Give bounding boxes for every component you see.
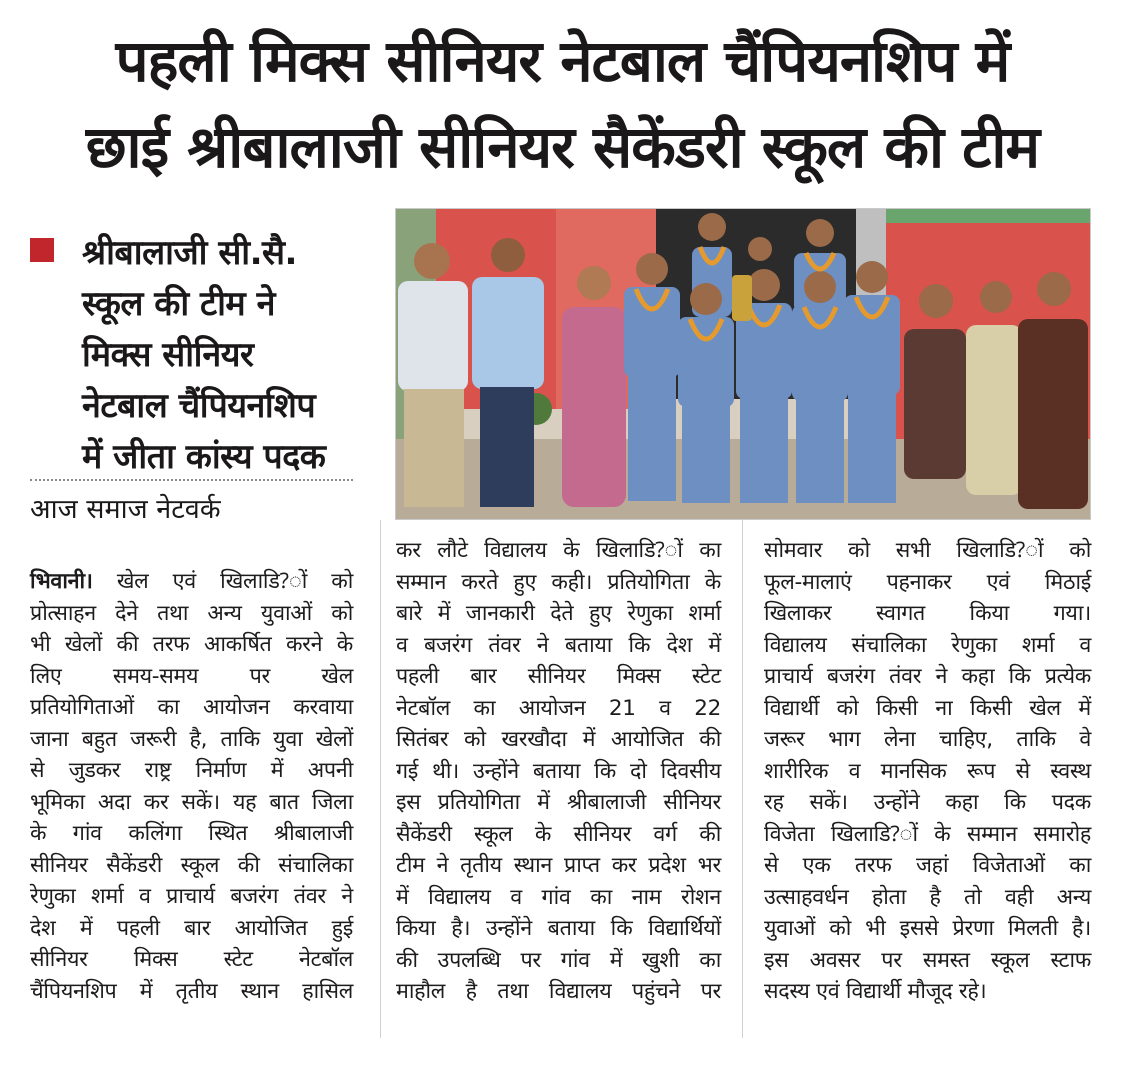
article-line: में विद्यालय व गांव का नाम रोशन bbox=[396, 884, 721, 910]
article-line: सदस्य एवं विद्यार्थी मौजूद रहे। bbox=[764, 979, 987, 1004]
article-line: चैंपियनशिप में तृतीय स्थान हासिल bbox=[30, 978, 353, 1004]
article-line: सितंबर को खरखौदा में आयोजित की bbox=[396, 727, 721, 752]
article-line bbox=[30, 566, 353, 598]
article-line: सैकेंडरी स्कूल के सीनियर वर्ग की bbox=[396, 821, 721, 847]
deck-line: में जीता कांस्य पदक bbox=[82, 437, 326, 477]
headline-line-1: पहली मिक्स सीनियर नेटबाल चैंपियनशिप में bbox=[115, 27, 1010, 95]
article-line: प्राचार्य बजरंग तंवर ने कहा कि प्रत्येक bbox=[764, 664, 1091, 689]
article-line: सीनियर सैकेंडरी स्कूल की संचालिका bbox=[30, 852, 353, 878]
article-line: भूमिका अदा कर सकें। यह बात जिला bbox=[30, 789, 353, 815]
column-rule bbox=[380, 520, 381, 1038]
article-line: गई थी। उन्होंने बताया कि दो दिवसीय bbox=[396, 758, 721, 784]
article-line: किया है। उन्होंने बताया कि विद्यार्थियों bbox=[396, 916, 721, 941]
article-line: से एक तरफ जहां विजेताओं का bbox=[764, 853, 1091, 878]
article-line: शारीरिक व मानसिक रूप से स्वस्थ bbox=[764, 758, 1091, 784]
article-line: भी खेलों की तरफ आकर्षित करने के bbox=[30, 632, 353, 657]
team-photo-illustration bbox=[396, 209, 1090, 519]
article-line: उत्साहवर्धन होता है तो वही अन्य bbox=[764, 884, 1091, 910]
article-line: खिलाकर स्वागत किया गया। bbox=[764, 601, 1091, 626]
article-line: विजेता खिलाडि?ों के सम्मान समारोह bbox=[764, 821, 1091, 847]
article-line: की उपलब्धि पर गांव में खुशी का bbox=[396, 947, 721, 973]
article-line: सीनियर मिक्स स्टेट नेटबॉल bbox=[30, 947, 353, 972]
dotted-divider bbox=[30, 479, 353, 481]
article-line: पहली बार सीनियर मिक्स स्टेट bbox=[396, 664, 721, 689]
article-line: सोमवार को सभी खिलाडि?ों को bbox=[764, 538, 1091, 563]
article-column-2 bbox=[396, 535, 721, 1008]
article-line: विद्यार्थी को किसी ना किसी खेल में bbox=[764, 695, 1091, 721]
article-line: युवाओं को भी इससे प्रेरणा मिलती है। bbox=[764, 916, 1091, 941]
headline-line-2: छाई श्रीबालाजी सीनियर सैकेंडरी स्कूल की टीम bbox=[85, 113, 1040, 181]
deck-line: नेटबाल चैंपियनशिप bbox=[82, 386, 316, 426]
deck-line: मिक्स सीनियर bbox=[82, 335, 254, 375]
article-line: विद्यालय संचालिका रेणुका शर्मा व bbox=[764, 632, 1091, 658]
article-line: लिए समय-समय पर खेल bbox=[30, 663, 353, 689]
deck-line: स्कूल की टीम ने bbox=[82, 284, 275, 324]
article-line: व बजरंग तंवर ने बताया कि देश में bbox=[396, 632, 721, 658]
deck-line: श्रीबालाजी सी.सै. bbox=[82, 233, 297, 273]
article-column-1 bbox=[30, 566, 353, 1007]
article-line: जरूर भाग लेना चाहिए, ताकि वे bbox=[764, 727, 1091, 752]
article-line: नेटबॉल का आयोजन 21 व 22 bbox=[396, 695, 721, 721]
article-line: रेणुका शर्मा व प्राचार्य बजरंग तंवर ने bbox=[30, 884, 353, 909]
article-line: माहौल है तथा विद्यालय पहुंचने पर bbox=[396, 979, 721, 1004]
article-line: देश में पहली बार आयोजित हुई bbox=[30, 915, 353, 941]
article-line: प्रोत्साहन देने तथा अन्य युवाओं को bbox=[30, 600, 353, 626]
team-photo bbox=[395, 208, 1091, 520]
dateline-place: भिवानी। bbox=[30, 569, 93, 594]
article-column-3 bbox=[764, 535, 1091, 1008]
column-rule bbox=[742, 520, 743, 1038]
article-line: सम्मान करते हुए कही। प्रतियोगिता के bbox=[396, 569, 721, 595]
article-line: बारे में जानकारी देते हुए रेणुका शर्मा bbox=[396, 601, 721, 626]
article-line: जाना बहुत जरूरी है, ताकि युवा खेलों bbox=[30, 726, 353, 752]
byline: आज समाज नेटवर्क bbox=[30, 494, 221, 525]
article-line: इस अवसर पर समस्त स्कूल स्टाफ bbox=[764, 947, 1091, 973]
article-line: फूल-मालाएं पहनाकर एवं मिठाई bbox=[764, 569, 1091, 595]
article-line: कर लौटे विद्यालय के खिलाडि?ों का bbox=[396, 538, 721, 563]
article-line: प्रतियोगिताओं का आयोजन करवाया bbox=[30, 695, 353, 720]
article-line-text: खेल एवं खिलाडि?ों को bbox=[92, 569, 353, 594]
article-line: रह सकें। उन्होंने कहा कि पदक bbox=[764, 790, 1091, 815]
article-line: इस प्रतियोगिता में श्रीबालाजी सीनियर bbox=[396, 790, 721, 815]
red-square-bullet-icon bbox=[30, 238, 54, 262]
article-line: से जुडकर राष्ट्र निर्माण में अपनी bbox=[30, 758, 353, 783]
article-line: के गांव कलिंगा स्थित श्रीबालाजी bbox=[30, 821, 353, 846]
article-line: टीम ने तृतीय स्थान प्राप्त कर प्रदेश भर bbox=[396, 853, 721, 878]
